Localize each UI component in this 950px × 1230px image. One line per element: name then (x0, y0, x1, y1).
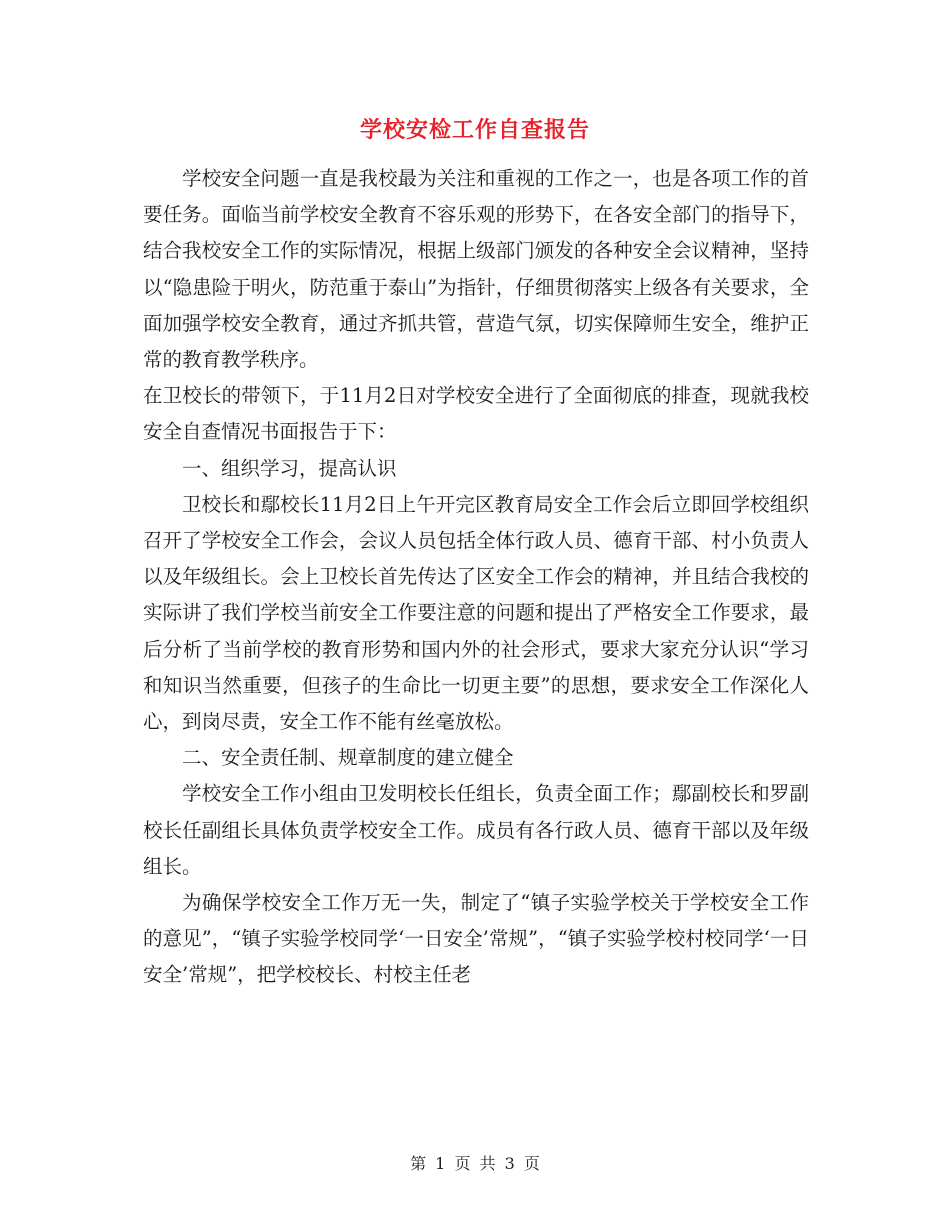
paragraph-section-1: 卫校长和鄢校长11月2日上午开完区教育局安全工作会后立即回学校组织召开了学校安全工作会，会议人员包括全体行政人员、德育干部、村小负责人以及年级组长。会上卫校长首先传达了区安全工作会的精神，并且结合我校的实际讲了我们学校当前安全工作要注意的问题和提出了严格安全工作要求，最后分析了当前学校的教育形势和国内外的社会形式，要求大家充分认识“学习和知识当然重要，但孩子的生命比一切更主要”的思想，要求安全工作深化人心，到岗尽责，安全工作不能有丝毫放松。 (143, 492, 809, 734)
section-heading-1: 一、组织学习，提高认识 (182, 456, 397, 480)
paragraph-section-2a: 学校安全工作小组由卫发明校长任组长，负责全面工作；鄢副校长和罗副校长任副组长具体负责学校安全工作。成员有各行政人员、德育干部以及年级组长。 (143, 782, 809, 878)
page-number-footer: 第 1 页 共 3 页 (410, 1154, 540, 1173)
paragraph-inspection: 在卫校长的带领下，于11月2日对学校安全进行了全面彻底的排查，现就我校安全自查情况书面报告于下： (143, 384, 809, 444)
paragraph-section-2b: 为确保学校安全工作万无一失，制定了“镇子实验学校关于学校安全工作的意见”，“镇子实验学校同学‘一日安全’常规”，“镇子实验学校村校同学‘一日安全’常规”，把学校校长、村校主任老 (143, 891, 809, 987)
paragraph-intro: 学校安全问题一直是我校最为关注和重视的工作之一，也是各项工作的首要任务。面临当前学校安全教育不容乐观的形势下，在各安全部门的指导下，结合我校安全工作的实际情况，根据上级部门颁发的各种安全会议精神，坚持以“隐患险于明火，防范重于泰山”为指针，仔细贯彻落实上级各有关要求，全面加强学校安全教育，通过齐抓共管，营造气氛，切实保障师生安全，维护正常的教育教学秩序。 (143, 167, 809, 372)
document-body (143, 161, 809, 994)
section-heading-2: 二、安全责任制、规章制度的建立健全 (182, 746, 514, 770)
document-title: 学校安检工作自查报告 (359, 117, 590, 143)
